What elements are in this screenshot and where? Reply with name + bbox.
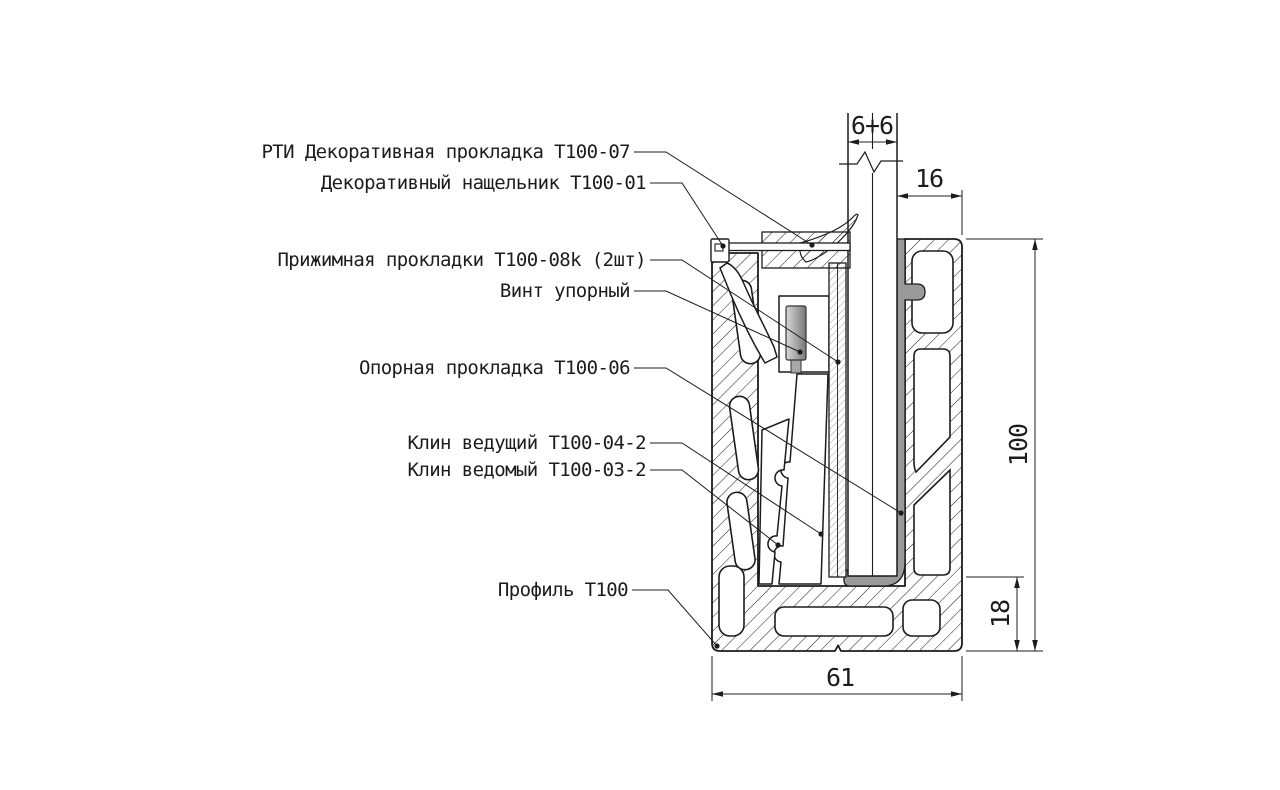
label-rti-gasket: РТИ Декоративная прокладка Т100-07 xyxy=(261,141,630,163)
label-cover-strip: Декоративный нащельник Т100-01 xyxy=(320,172,646,194)
dim-text-18: 18 xyxy=(986,599,1015,629)
dimension-61 xyxy=(712,656,962,701)
label-driven-wedge: Клин ведомый Т100-03-2 xyxy=(407,459,646,481)
leader-profile xyxy=(632,590,717,646)
dimension-18 xyxy=(966,577,1024,651)
dim-text-16: 16 xyxy=(914,164,944,193)
dim-text-100: 100 xyxy=(1004,423,1033,467)
label-support-pad: Опорная прокладка Т100-06 xyxy=(359,357,630,379)
driving-wedge xyxy=(774,374,828,584)
part-labels xyxy=(261,141,646,601)
leader-rti-gasket xyxy=(634,152,812,245)
label-pressure-pads: Прижимная прокладки Т100-08k (2шт) xyxy=(277,249,646,271)
label-profile: Профиль Т100 xyxy=(497,579,628,601)
pressure-pads xyxy=(829,263,846,577)
dim-text-glass: 6+6 xyxy=(850,111,894,140)
dimension-100 xyxy=(966,239,1043,651)
label-driving-wedge: Клин ведущий Т100-04-2 xyxy=(407,432,646,454)
dim-text-61: 61 xyxy=(825,663,855,692)
dimension-16 xyxy=(897,164,962,235)
label-stop-screw: Винт упорный xyxy=(499,280,630,302)
dimension-glass-6-6 xyxy=(848,111,897,145)
glass-panes xyxy=(839,113,903,576)
leader-cover-strip xyxy=(650,183,723,246)
